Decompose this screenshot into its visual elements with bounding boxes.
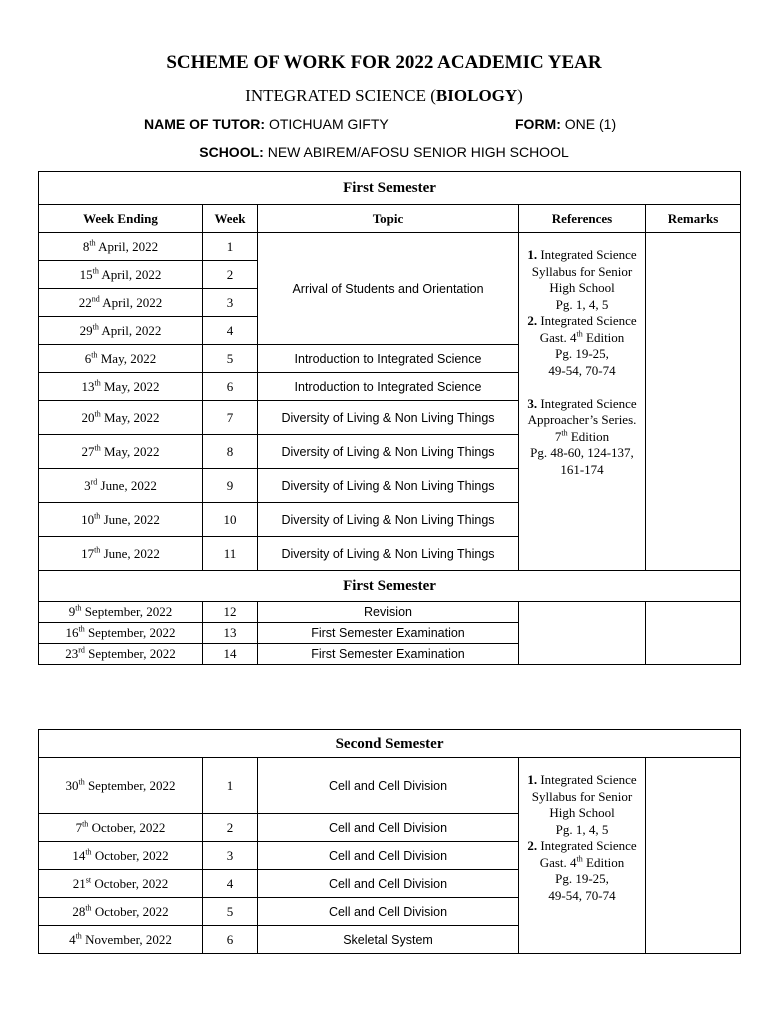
subject-prefix: INTEGRATED SCIENCE ( [245,86,436,105]
topic-cell: Skeletal System [258,926,519,954]
references-cell: 1. Integrated Science Syllabus for Senior High School Pg. 1, 4, 5 2. Integrated Science Gast. 4th Edition Pg. 19-25, 49-54, 70-74 [519,758,646,954]
subject-title [0,86,768,106]
week-cell: 3 [203,842,258,870]
topic-cell: Diversity of Living & Non Living Things [258,537,519,571]
remarks-cell [646,233,741,571]
week-ending-cell: 16th September, 2022 [39,623,203,644]
week-cell: 13 [203,623,258,644]
week-cell: 2 [203,814,258,842]
week-ending-cell: 10th June, 2022 [39,503,203,537]
week-ending-cell: 28th October, 2022 [39,898,203,926]
topic-cell: Diversity of Living & Non Living Things [258,401,519,435]
week-cell: 4 [203,870,258,898]
topic-cell: Arrival of Students and Orientation [258,233,519,345]
week-ending-cell: 9th September, 2022 [39,602,203,623]
week-ending-cell: 7th October, 2022 [39,814,203,842]
table-row [39,758,741,814]
week-cell: 6 [203,926,258,954]
references-cell [519,602,646,665]
week-ending-cell: 29th April, 2022 [39,317,203,345]
col-week-ending: Week Ending [39,205,203,233]
subject-bold: BIOLOGY [435,86,518,105]
semester-title: Second Semester [39,730,741,758]
topic-cell: Cell and Cell Division [258,814,519,842]
week-ending-cell: 6th May, 2022 [39,345,203,373]
week-cell: 3 [203,289,258,317]
week-ending-cell: 15th April, 2022 [39,261,203,289]
semester-title: First Semester [39,571,741,602]
topic-cell: Cell and Cell Division [258,758,519,814]
week-cell: 2 [203,261,258,289]
col-references: References [519,205,646,233]
form-info [515,116,616,132]
week-cell: 10 [203,503,258,537]
week-ending-cell: 3rd June, 2022 [39,469,203,503]
topic-cell: First Semester Examination [258,623,519,644]
topic-cell: Cell and Cell Division [258,870,519,898]
table-row [39,602,741,623]
week-ending-cell: 17th June, 2022 [39,537,203,571]
remarks-cell [646,758,741,954]
topic-cell: Cell and Cell Division [258,842,519,870]
topic-cell: Diversity of Living & Non Living Things [258,469,519,503]
week-cell: 4 [203,317,258,345]
document-title: SCHEME OF WORK FOR 2022 ACADEMIC YEAR [166,52,602,73]
references-cell: 1. Integrated Science Syllabus for Senior High School Pg. 1, 4, 5 2. Integrated Science Gast. 4th Edition Pg. 19-25, 49-54, 70-74 3. Integrated Science Approacher’s Series. 7th Edition Pg. 48-60, 124-137, 161-174 [519,233,646,571]
week-cell: 6 [203,373,258,401]
col-topic: Topic [258,205,519,233]
topic-cell: Diversity of Living & Non Living Things [258,503,519,537]
form-label: FORM: [515,116,561,132]
week-ending-cell: 23rd September, 2022 [39,644,203,665]
week-ending-cell: 13th May, 2022 [39,373,203,401]
week-cell: 14 [203,644,258,665]
subject-suffix: ) [517,86,523,105]
topic-cell: Introduction to Integrated Science [258,345,519,373]
week-cell: 7 [203,401,258,435]
col-week: Week [203,205,258,233]
school-line [0,144,768,160]
week-cell: 8 [203,435,258,469]
week-ending-cell: 8th April, 2022 [39,233,203,261]
week-cell: 1 [203,233,258,261]
semester-title: First Semester [39,172,741,205]
week-ending-cell: 14th October, 2022 [39,842,203,870]
topic-cell: Diversity of Living & Non Living Things [258,435,519,469]
topic-cell: Revision [258,602,519,623]
school-value: NEW ABIREM/AFOSU SENIOR HIGH SCHOOL [267,144,569,160]
col-remarks: Remarks [646,205,741,233]
week-cell: 5 [203,898,258,926]
week-cell: 12 [203,602,258,623]
table-row [39,233,741,261]
school-label: SCHOOL: [199,144,264,160]
week-cell: 5 [203,345,258,373]
topic-cell: Introduction to Integrated Science [258,373,519,401]
week-ending-cell: 21st October, 2022 [39,870,203,898]
week-ending-cell: 27th May, 2022 [39,435,203,469]
tutor-label: NAME OF TUTOR: [144,116,266,132]
form-value: ONE (1) [564,116,617,132]
week-cell: 11 [203,537,258,571]
week-ending-cell: 20th May, 2022 [39,401,203,435]
week-cell: 9 [203,469,258,503]
week-ending-cell: 22nd April, 2022 [39,289,203,317]
first-semester-table [38,171,741,665]
week-ending-cell: 4th November, 2022 [39,926,203,954]
tutor-info [144,116,389,132]
remarks-cell [646,602,741,665]
week-cell: 1 [203,758,258,814]
topic-cell: First Semester Examination [258,644,519,665]
topic-cell: Cell and Cell Division [258,898,519,926]
week-ending-cell: 30th September, 2022 [39,758,203,814]
tutor-value: OTICHUAM GIFTY [268,116,389,132]
second-semester-table [38,729,741,954]
